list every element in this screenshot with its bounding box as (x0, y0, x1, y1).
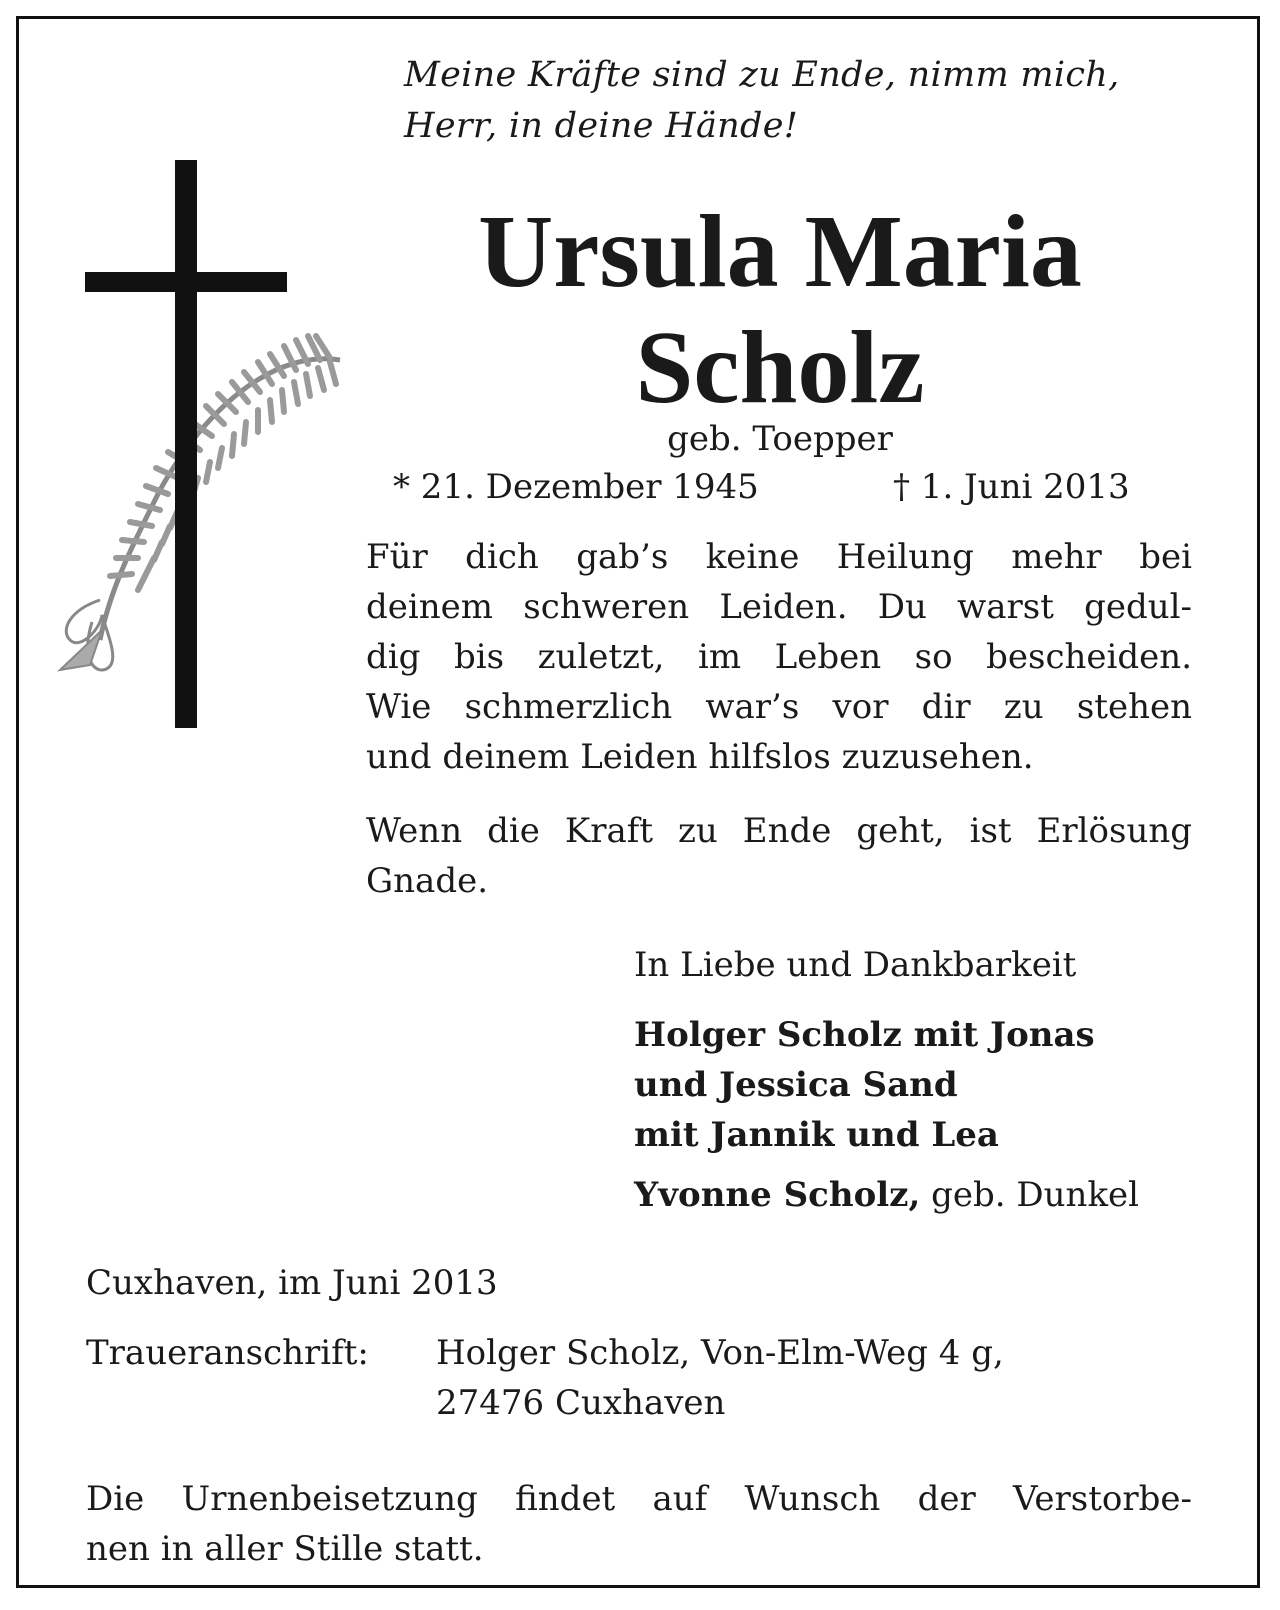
address-line: 27476 Cuxhaven (436, 1383, 726, 1423)
poem-line: Für dich gab’s keine Heilung mehr bei (366, 537, 1192, 577)
closing-text (366, 806, 1192, 906)
burial-line: nen in aller Stille statt. (86, 1529, 484, 1569)
mourner-line (634, 1170, 1139, 1220)
mourner-line: mit Jannik und Lea (634, 1115, 999, 1155)
mourner-name: Yvonne Scholz, (634, 1175, 921, 1215)
mourners-list (634, 1010, 1139, 1220)
birth-date: * 21. Dezember 1945 (393, 467, 759, 507)
closing-line: Gnade. (366, 861, 489, 901)
cross-icon (40, 160, 370, 760)
thanks-line: In Liebe und Dankbarkeit (634, 945, 1077, 985)
birth-name: geb. Toepper (667, 419, 893, 459)
poem-line: deinem schweren Leiden. Du warst gedul- (366, 587, 1192, 627)
name-line: Scholz (635, 310, 925, 425)
burial-line: Die Urnenbeisetzung findet auf Wunsch der Verstorbe- (86, 1479, 1192, 1519)
poem-line: Wie schmerzlich war’s vor dir zu stehen (366, 687, 1192, 727)
poem-line: und deinem Leiden hilfslos zuzusehen. (366, 737, 1034, 777)
name-line: Ursula Maria (478, 194, 1082, 309)
motto (404, 50, 1120, 152)
motto-line: Meine Kräfte sind zu Ende, nimm mich, (404, 55, 1120, 95)
place-date: Cuxhaven, im Juni 2013 (86, 1263, 498, 1303)
poem (366, 532, 1192, 782)
mourner-line: und Jessica Sand (634, 1065, 958, 1105)
mourner-line: Holger Scholz mit Jonas (634, 1015, 1095, 1055)
address-label: Traueranschrift: (86, 1333, 369, 1373)
closing-line: Wenn die Kraft zu Ende geht, ist Erlösung (366, 811, 1192, 851)
address-line: Holger Scholz, Von-Elm-Weg 4 g, (436, 1333, 1004, 1373)
death-date: † 1. Juni 2013 (893, 467, 1130, 507)
palm-branch-icon (60, 336, 340, 670)
mourner-birth-name: geb. Dunkel (920, 1175, 1140, 1215)
motto-line: Herr, in deine Hände! (404, 106, 799, 146)
deceased-name (400, 194, 1160, 426)
cross-with-palm (40, 160, 370, 760)
burial-notice (86, 1474, 1192, 1574)
poem-line: dig bis zuletzt, im Leben so bescheiden. (366, 637, 1192, 677)
